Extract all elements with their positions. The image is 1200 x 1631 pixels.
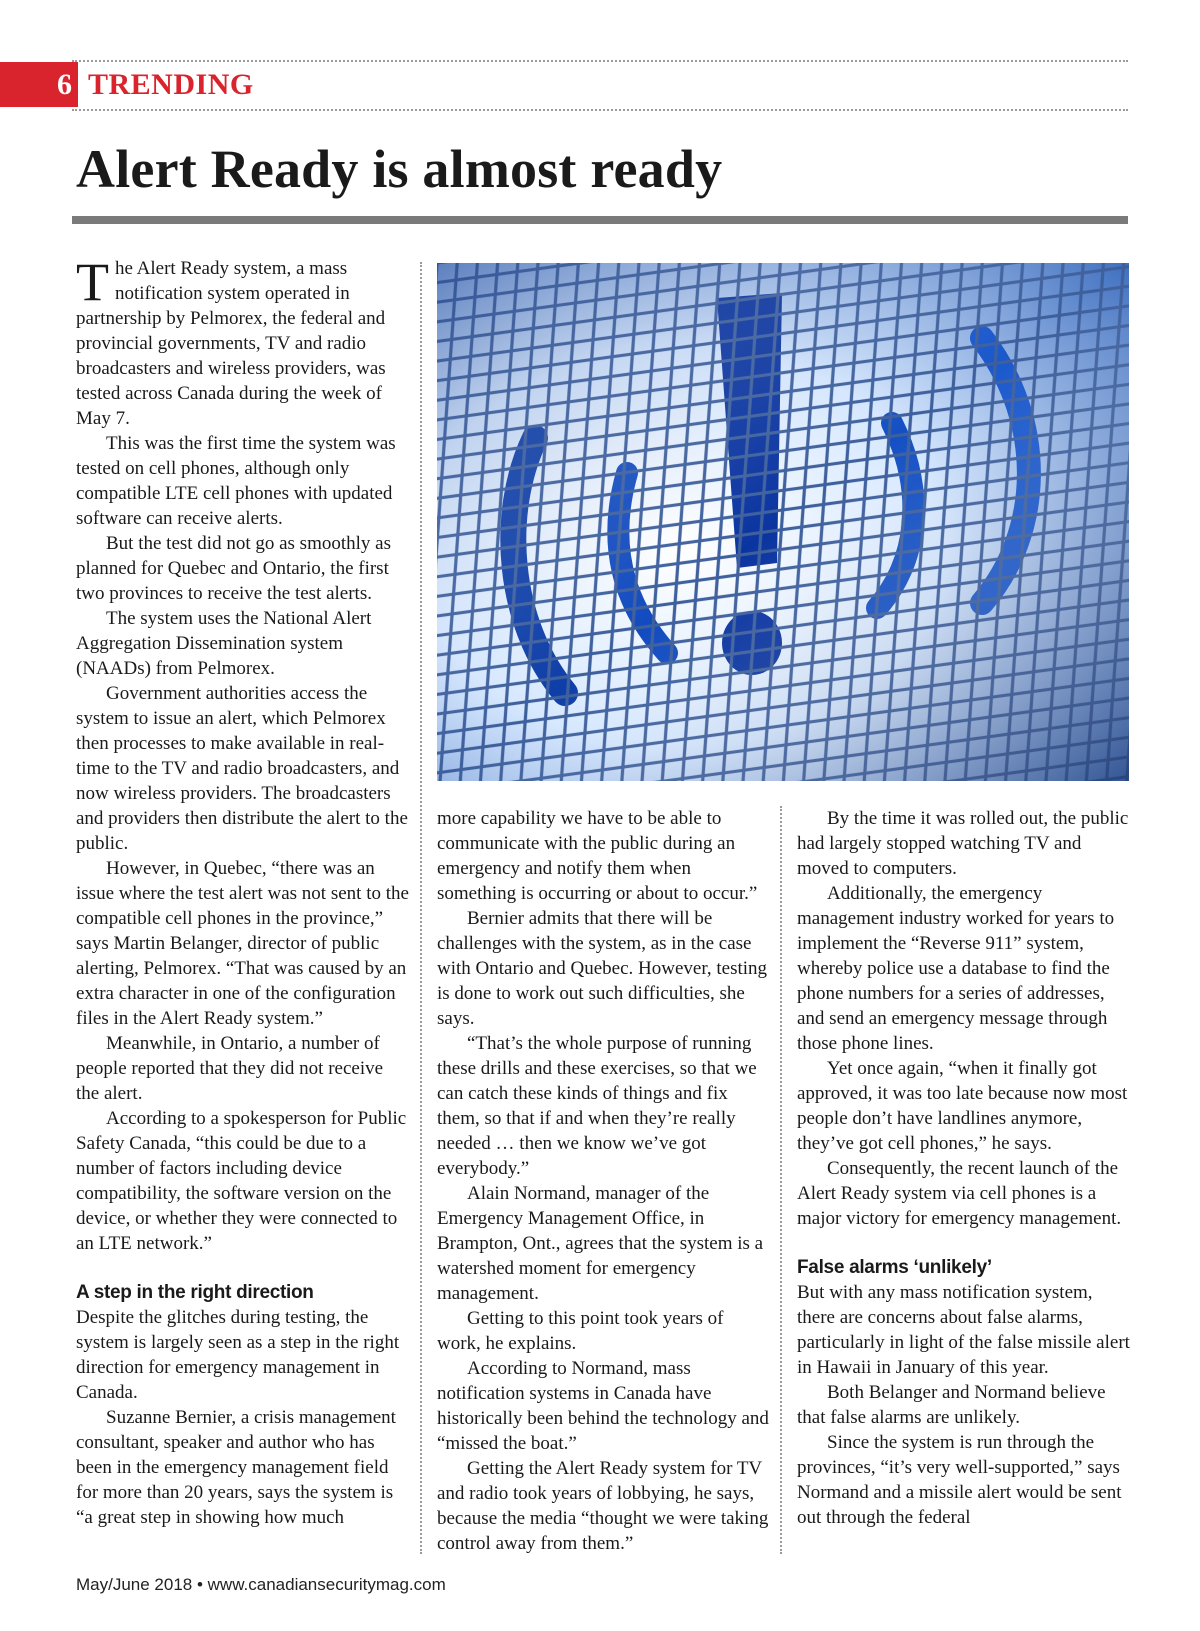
paragraph: Consequently, the recent launch of the Alert Ready system via cell phones is a major victory for emergency management. bbox=[797, 1158, 1122, 1229]
article-column-2 bbox=[437, 806, 772, 1556]
article-column-1 bbox=[76, 252, 409, 1530]
drop-cap: T bbox=[76, 252, 109, 312]
paragraph: This was the first time the system was tested on cell phones, although only compatible LTE cell phones with updated software can receive alerts. bbox=[76, 433, 396, 529]
section-label: TRENDING bbox=[88, 68, 254, 101]
paragraph: However, in Quebec, “there was an issue where the test alert was not sent to the compatible cell phones in the province,” says Martin Belanger, director of public alerting, Pelmorex. “That was caused by an extra character in one of the configuration files in the Alert Ready system.” bbox=[76, 858, 409, 1029]
column-divider-1 bbox=[420, 262, 422, 1554]
paragraph: “That’s the whole purpose of running these drills and these exercises, so that we can catch these kinds of things and fix them, so that if and when they’re really needed … then we know we’ve got everybody.” bbox=[437, 1033, 757, 1179]
paragraph: Both Belanger and Normand believe that false alarms are unlikely. bbox=[797, 1382, 1106, 1428]
article-title: Alert Ready is almost ready bbox=[76, 139, 723, 199]
paragraph: Alain Normand, manager of the Emergency Management Office, in Brampton, Ont., agrees that the system is a watershed moment for emergency management. bbox=[437, 1183, 764, 1304]
paragraph: Suzanne Bernier, a crisis management consultant, speaker and author who has been in the emergency management field for more than 20 years, says the system is “a great step in showing how much bbox=[76, 1407, 396, 1528]
paragraph: But the test did not go as smoothly as planned for Quebec and Ontario, the first two provinces to receive the test alerts. bbox=[76, 533, 391, 604]
paragraph: According to Normand, mass notification systems in Canada have historically been behind the technology and “missed the boat.” bbox=[437, 1358, 769, 1454]
paragraph: Getting the Alert Ready system for TV and radio took years of lobbying, he says, because the media “thought we were taking control away from them.” bbox=[437, 1458, 769, 1554]
subheading: False alarms ‘unlikely’ bbox=[797, 1257, 992, 1278]
article-column-3 bbox=[797, 806, 1133, 1530]
paragraph: By the time it was rolled out, the public had largely stopped watching TV and moved to computers. bbox=[797, 808, 1129, 879]
page-footer: May/June 2018 • www.canadiansecuritymag.com bbox=[76, 1575, 446, 1594]
subheading: A step in the right direction bbox=[76, 1282, 314, 1303]
paragraph: Additionally, the emergency management industry worked for years to implement the “Reverse 911” system, whereby police use a database to find the phone numbers for a series of addresses, and send an emergency message through those phone lines. bbox=[797, 883, 1115, 1054]
paragraph: Government authorities access the system to issue an alert, which Pelmorex then processes to make available in real-time to the TV and radio broadcasters, and now wireless providers. The broadcasters and providers then distribute the alert to the public. bbox=[76, 683, 408, 854]
paragraph: According to a spokesperson for Public Safety Canada, “this could be due to a number of factors including device compatibility, the software version on the device, or whether they were connected to an LTE network.” bbox=[76, 1108, 407, 1254]
paragraph-text: he Alert Ready system, a mass notification system operated in partnership by Pelmorex, the federal and provincial governments, TV and radio broadcasters and wireless providers, was tested across Canada during the week of May 7. bbox=[76, 258, 386, 429]
paragraph: Meanwhile, in Ontario, a number of people reported that they did not receive the alert. bbox=[76, 1033, 384, 1104]
paragraph: The system uses the National Alert Aggregation Dissemination system (NAADs) from Pelmorex. bbox=[76, 608, 372, 679]
paragraph: more capability we have to be able to communicate with the public during an emergency and notify them when something is occurring or about to occur.” bbox=[437, 808, 758, 904]
paragraph: Despite the glitches during testing, the system is largely seen as a step in the right direction for emergency management in Canada. bbox=[76, 1307, 400, 1403]
paragraph: But with any mass notification system, there are concerns about false alarms, particularly in light of the false missile alert in Hawaii in January of this year. bbox=[797, 1282, 1130, 1378]
exclamation-mark-photo bbox=[437, 263, 1129, 781]
paragraph bbox=[76, 252, 409, 431]
page-number-badge: 6 bbox=[0, 62, 78, 107]
title-rule bbox=[72, 216, 1128, 224]
column-divider-2 bbox=[780, 806, 782, 1554]
paragraph: Getting to this point took years of work, he explains. bbox=[437, 1308, 724, 1354]
paragraph: Bernier admits that there will be challenges with the system, as in the case with Ontario and Quebec. However, testing is done to work out such difficulties, she says. bbox=[437, 908, 768, 1029]
header-bottom-dotted-rule bbox=[72, 109, 1128, 111]
paragraph: Yet once again, “when it finally got approved, it was too late because now most people don’t have landlines anymore, they’ve got cell phones,” he says. bbox=[797, 1058, 1128, 1154]
paragraph: Since the system is run through the provinces, “it’s very well-supported,” says Normand and a missile alert would be sent out through the federal bbox=[797, 1432, 1122, 1528]
